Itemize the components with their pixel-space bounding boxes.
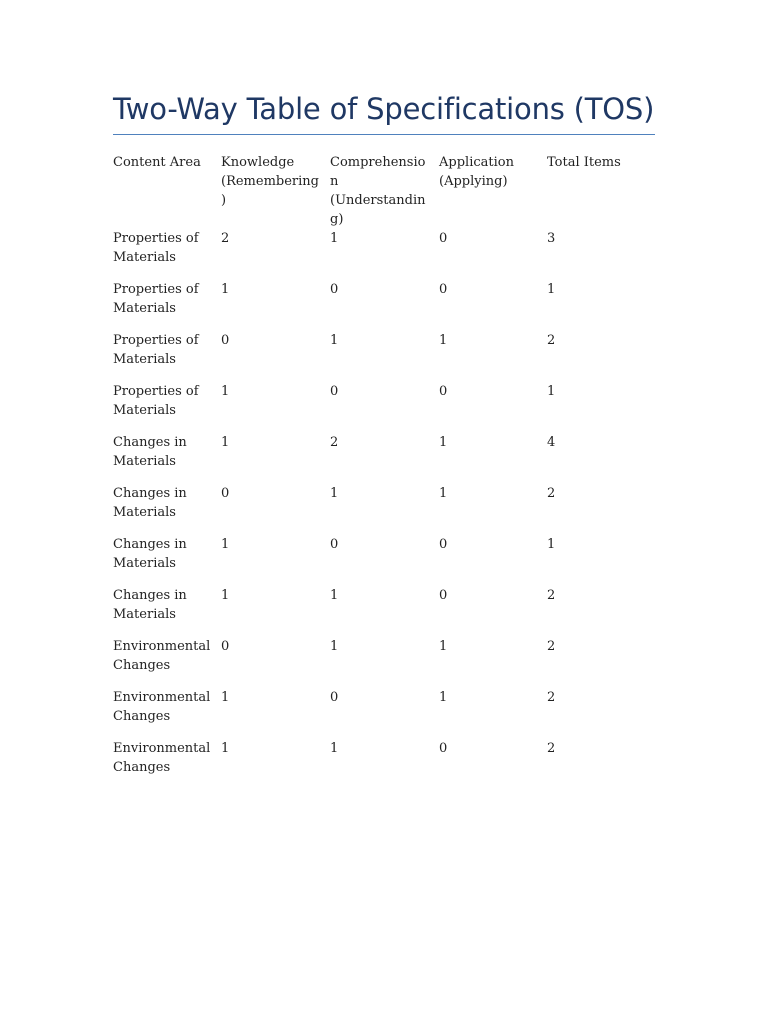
cell-total-items: 2 xyxy=(547,638,556,654)
cell-knowledge: 0 xyxy=(221,332,230,348)
header-total-items: Total Items xyxy=(547,154,621,170)
cell-knowledge: 0 xyxy=(221,638,230,654)
table-row xyxy=(113,229,655,280)
cell-content-area: Changes in Materials xyxy=(113,434,187,469)
table-row xyxy=(113,331,655,382)
header-knowledge: Knowledge (Remembering) xyxy=(221,154,319,208)
cell-total-items: 2 xyxy=(547,740,556,756)
table-row xyxy=(113,280,655,331)
cell-total-items: 1 xyxy=(547,536,556,552)
cell-application: 1 xyxy=(439,689,448,705)
cell-knowledge: 1 xyxy=(221,434,230,450)
cell-total-items: 2 xyxy=(547,332,556,348)
header-application: Application (Applying) xyxy=(439,154,514,189)
table-header-row xyxy=(113,153,655,229)
cell-knowledge: 1 xyxy=(221,740,230,756)
cell-comprehension: 1 xyxy=(330,638,339,654)
cell-comprehension: 1 xyxy=(330,587,339,603)
cell-comprehension: 1 xyxy=(330,230,339,246)
cell-content-area: Properties of Materials xyxy=(113,332,199,367)
document-title: Two-Way Table of Specifications (TOS) xyxy=(113,92,655,126)
cell-comprehension: 0 xyxy=(330,689,339,705)
title-divider xyxy=(113,134,655,135)
cell-content-area: Environmental Changes xyxy=(113,638,211,673)
cell-content-area: Properties of Materials xyxy=(113,281,199,316)
table-row xyxy=(113,484,655,535)
table-row xyxy=(113,433,655,484)
header-content-area: Content Area xyxy=(113,154,201,170)
cell-total-items: 4 xyxy=(547,434,556,450)
cell-content-area: Changes in Materials xyxy=(113,485,187,520)
table-row xyxy=(113,739,655,790)
specifications-table xyxy=(113,153,655,790)
cell-comprehension: 0 xyxy=(330,536,339,552)
cell-knowledge: 1 xyxy=(221,689,230,705)
cell-application: 0 xyxy=(439,281,448,297)
cell-application: 0 xyxy=(439,383,448,399)
cell-total-items: 1 xyxy=(547,383,556,399)
table-row xyxy=(113,637,655,688)
cell-knowledge: 0 xyxy=(221,485,230,501)
cell-application: 0 xyxy=(439,587,448,603)
cell-content-area: Properties of Materials xyxy=(113,230,199,265)
table-row xyxy=(113,586,655,637)
cell-total-items: 2 xyxy=(547,689,556,705)
cell-application: 1 xyxy=(439,332,448,348)
cell-application: 0 xyxy=(439,536,448,552)
cell-knowledge: 1 xyxy=(221,536,230,552)
table-row xyxy=(113,535,655,586)
cell-comprehension: 1 xyxy=(330,332,339,348)
cell-total-items: 1 xyxy=(547,281,556,297)
cell-comprehension: 2 xyxy=(330,434,339,450)
table-body xyxy=(113,229,655,790)
cell-content-area: Changes in Materials xyxy=(113,587,187,622)
cell-application: 0 xyxy=(439,230,448,246)
cell-application: 1 xyxy=(439,434,448,450)
cell-knowledge: 1 xyxy=(221,281,230,297)
cell-comprehension: 1 xyxy=(330,485,339,501)
cell-total-items: 2 xyxy=(547,485,556,501)
cell-content-area: Properties of Materials xyxy=(113,383,199,418)
cell-content-area: Environmental Changes xyxy=(113,689,211,724)
cell-knowledge: 1 xyxy=(221,383,230,399)
cell-content-area: Environmental Changes xyxy=(113,740,211,775)
cell-total-items: 3 xyxy=(547,230,556,246)
document-page xyxy=(113,92,655,790)
cell-knowledge: 1 xyxy=(221,587,230,603)
cell-comprehension: 0 xyxy=(330,281,339,297)
table-row xyxy=(113,688,655,739)
cell-total-items: 2 xyxy=(547,587,556,603)
header-comprehension: Comprehension (Understanding) xyxy=(330,154,426,227)
cell-application: 1 xyxy=(439,638,448,654)
cell-application: 1 xyxy=(439,485,448,501)
cell-content-area: Changes in Materials xyxy=(113,536,187,571)
table-row xyxy=(113,382,655,433)
cell-comprehension: 1 xyxy=(330,740,339,756)
cell-application: 0 xyxy=(439,740,448,756)
cell-knowledge: 2 xyxy=(221,230,230,246)
cell-comprehension: 0 xyxy=(330,383,339,399)
